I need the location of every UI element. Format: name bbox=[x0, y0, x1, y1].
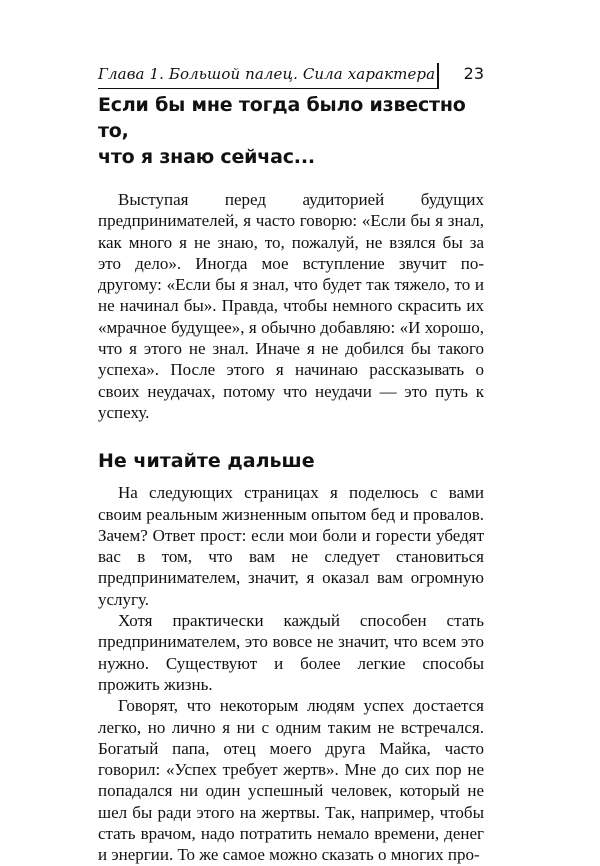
chapter-title: Глава 1. Большой палец. Сила характера bbox=[98, 65, 436, 83]
paragraph: Говорят, что некоторым людям успех достается легко, но лично я ни с одним таким не встречался. Богатый папа, отец моего друга Майка, часто говорил: «Успех требует жертв». Мне до сих пор не попадался ни один успешный человек, который не шел бы ради этого на жертвы. Так, например, чтобы стать врачом, надо потратить немало времени, денег и энергии. То же самое можно сказать о многих про- bbox=[98, 696, 484, 865]
paragraph: Выступая перед аудиторией будущих предпринимателей, я часто говорю: «Если бы я знал, как много я не знаю, то, пожалуй, не взялся бы за это дело». Иногда мое вступление звучит по-другому: «Если бы я знал, что будет так тяжело, то и не начинал бы». Правда, чтобы немного скрасить их «мрачное будущее», я обычно добавляю: «И хорошо, что я этого не знал. Иначе я не добился бы такого успеха». После этого я начинаю рассказывать о своих неудачах, потому что неудачи — это путь к успеху. bbox=[98, 190, 484, 422]
header-divider bbox=[437, 63, 439, 89]
section-heading bbox=[98, 92, 484, 170]
section-heading-line: Если бы мне тогда было известно то, bbox=[98, 94, 466, 142]
paragraph: На следующих страницах я поделюсь с вами своим реальным жизненным опытом бед и провалов. Зачем? Ответ прост: если мои боли и горести убедят вас в том, что вам не следует становиться предпринимателем, значит, я оказал вам огромную услугу. bbox=[98, 483, 484, 609]
section-heading bbox=[98, 448, 484, 474]
page-number: 23 bbox=[463, 64, 484, 83]
paragraph: Хотя практически каждый способен стать предпринимателем, это вовсе не значит, что всем это нужно. Существуют и более легкие способы прожить жизнь. bbox=[98, 611, 484, 694]
section-heading-line: что я знаю сейчас... bbox=[98, 146, 315, 168]
section-heading-line: Не читайте дальше bbox=[98, 450, 315, 473]
running-header bbox=[98, 63, 484, 89]
header-underline bbox=[98, 88, 438, 89]
